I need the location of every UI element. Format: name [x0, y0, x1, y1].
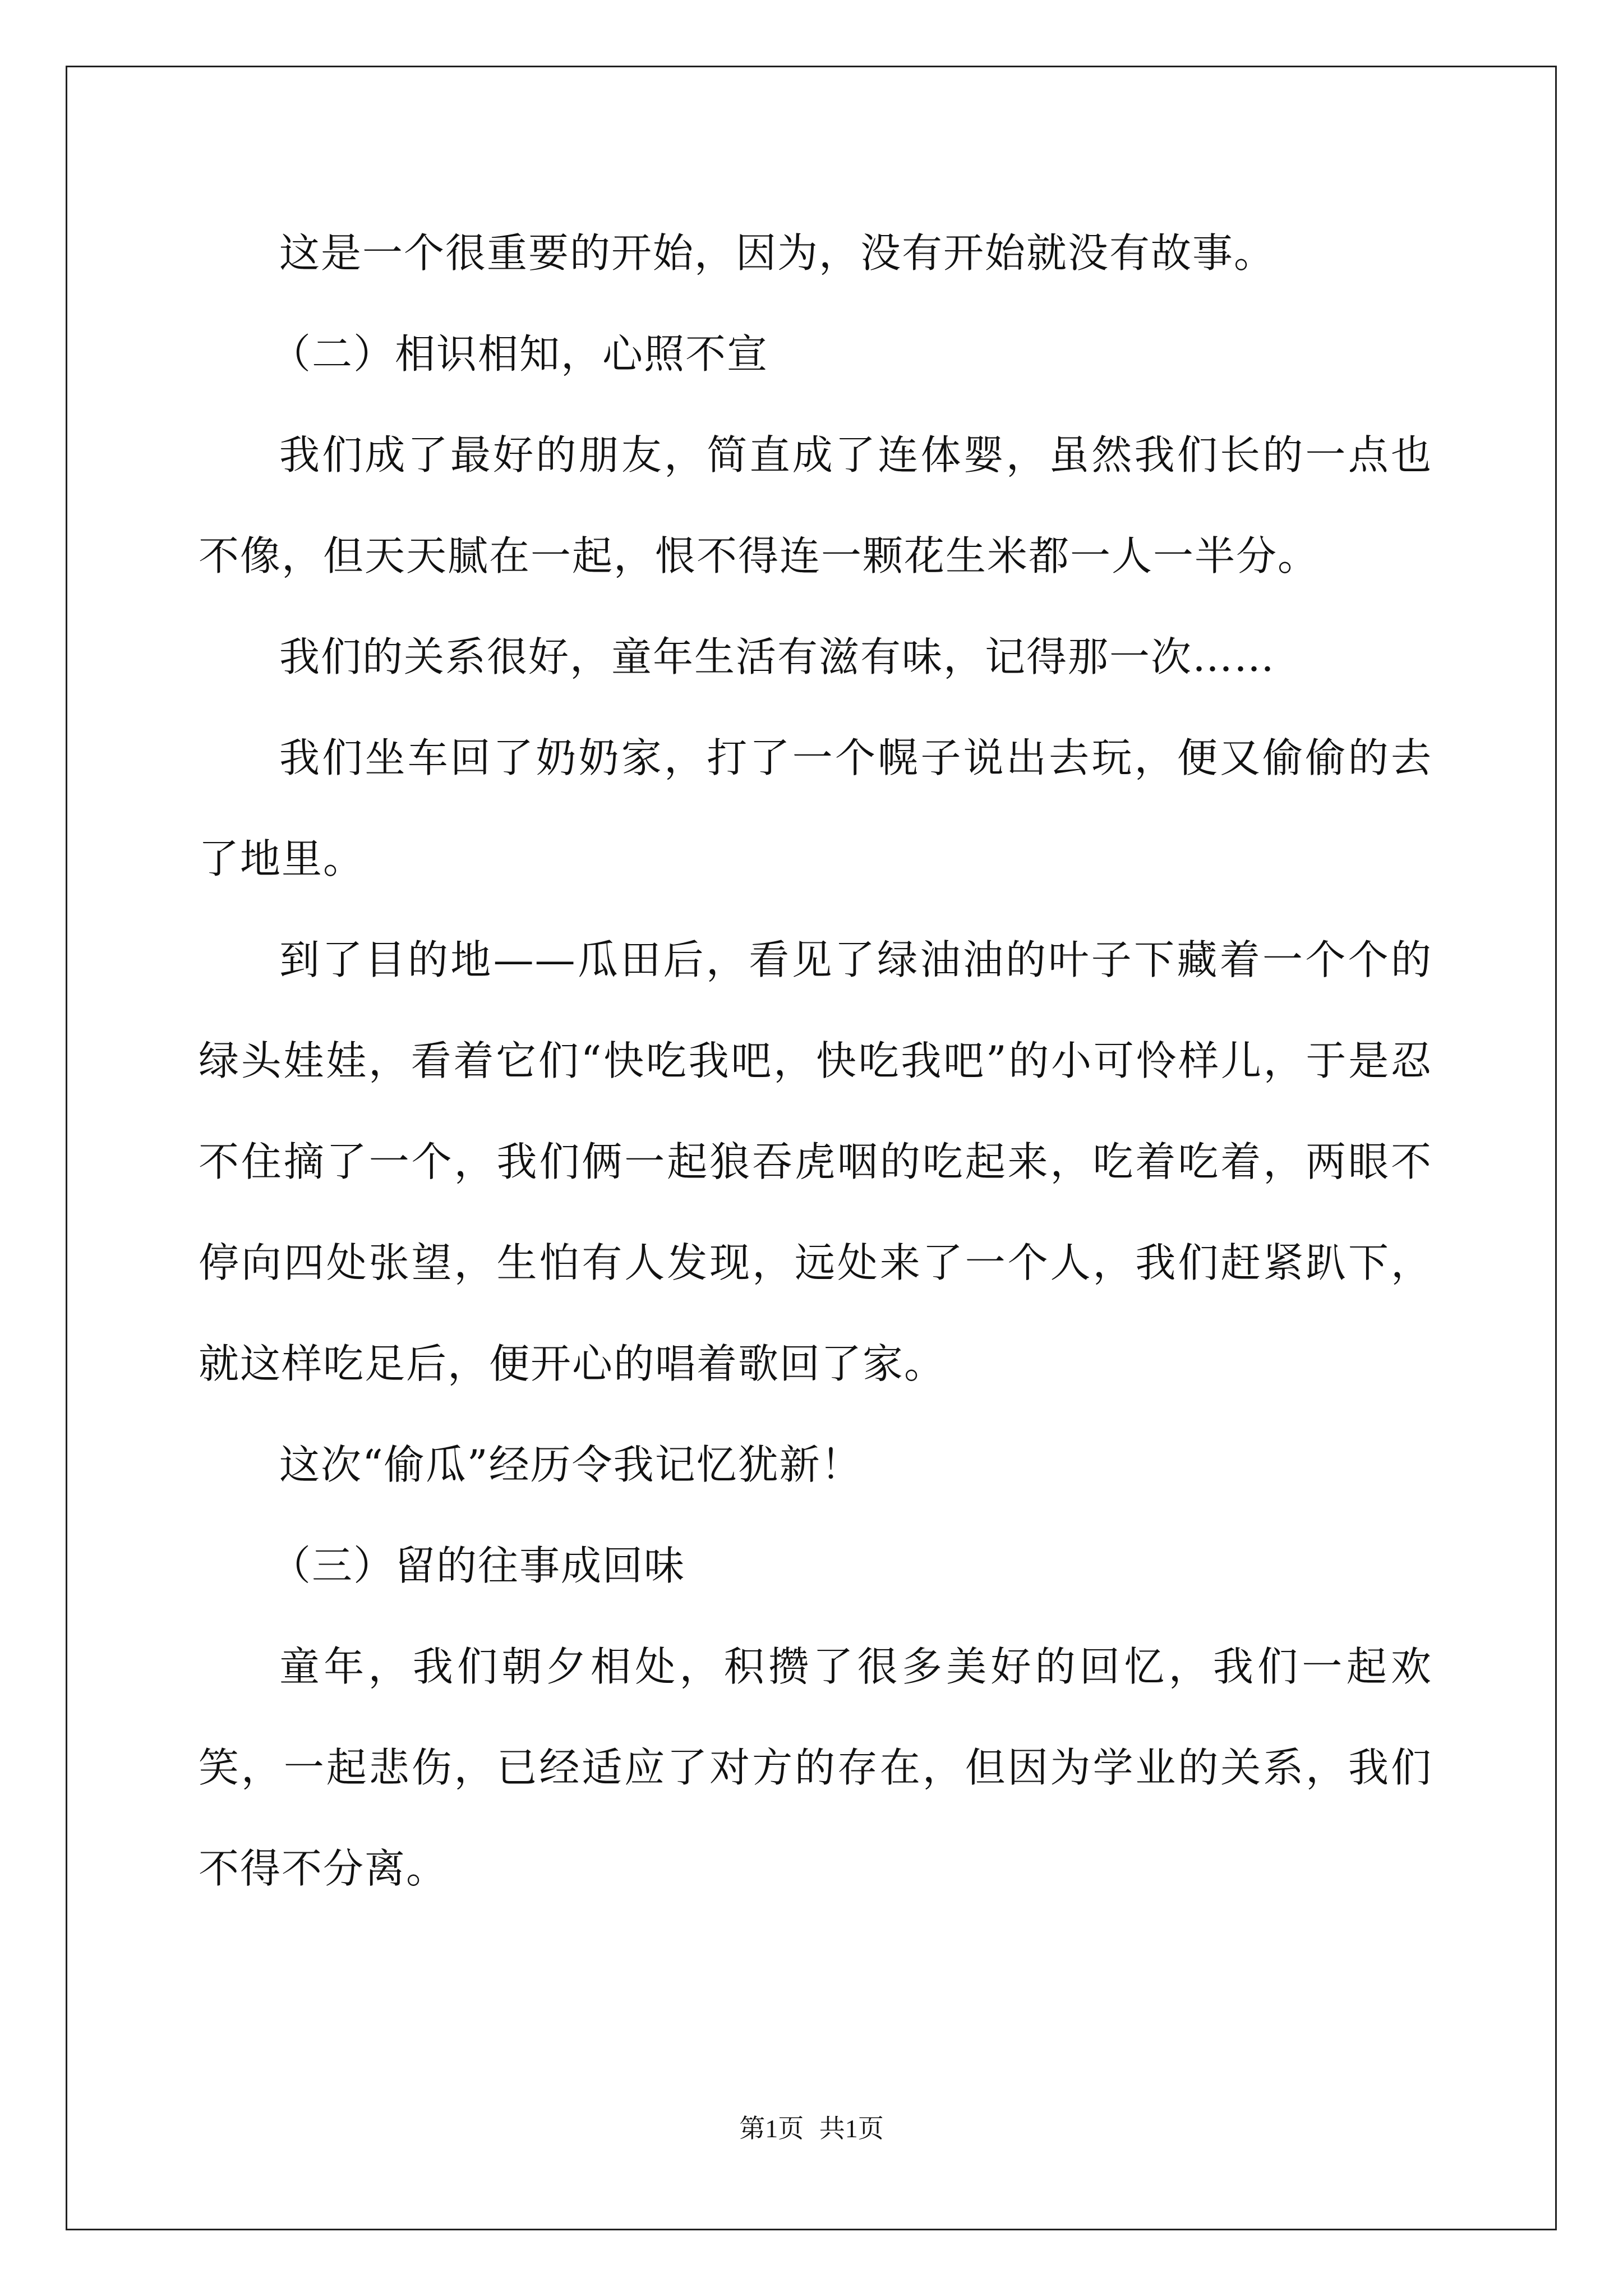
document-body	[199, 203, 1432, 1919]
page-footer	[0, 2108, 1623, 2145]
paragraph: 我们坐车回了奶奶家，打了一个幌子说出去玩，便又偷偷的去了地里。	[199, 734, 1432, 882]
paragraph: 我们的关系很好，童年生活有滋有味，记得那一次……	[279, 633, 1276, 680]
page-number: 第1页	[739, 2114, 804, 2143]
page-total: 共1页	[819, 2114, 884, 2143]
section-heading: （三）留的往事成回味	[270, 1542, 686, 1589]
paragraph: 到了目的地——瓜田后，看见了绿油油的叶子下藏着一个个的绿头娃娃，看着它们“快吃我吧，快吃我吧”的小可怜样儿，于是忍不住摘了一个，我们俩一起狼吞虎咽的吃起来，吃着吃着，两眼不停向四处张望，生怕有人发现，远处来了一个人，我们赶紧趴下，就这样吃足后，便开心的唱着歌回了家。	[199, 936, 1432, 1387]
paragraph: 这次“偷瓜”经历令我记忆犹新！	[279, 1441, 863, 1488]
paragraph: 童年，我们朝夕相处，积攒了很多美好的回忆，我们一起欢笑，一起悲伤，已经适应了对方的存在，但因为学业的关系，我们不得不分离。	[199, 1643, 1432, 1892]
paragraph: 我们成了最好的朋友，简直成了连体婴，虽然我们长的一点也不像，但天天腻在一起，恨不得连一颗花生米都一人一半分。	[199, 431, 1432, 579]
section-heading: （二）相识相知，心照不宣	[270, 330, 769, 378]
paragraph: 这是一个很重要的开始，因为，没有开始就没有故事。	[279, 229, 1276, 277]
